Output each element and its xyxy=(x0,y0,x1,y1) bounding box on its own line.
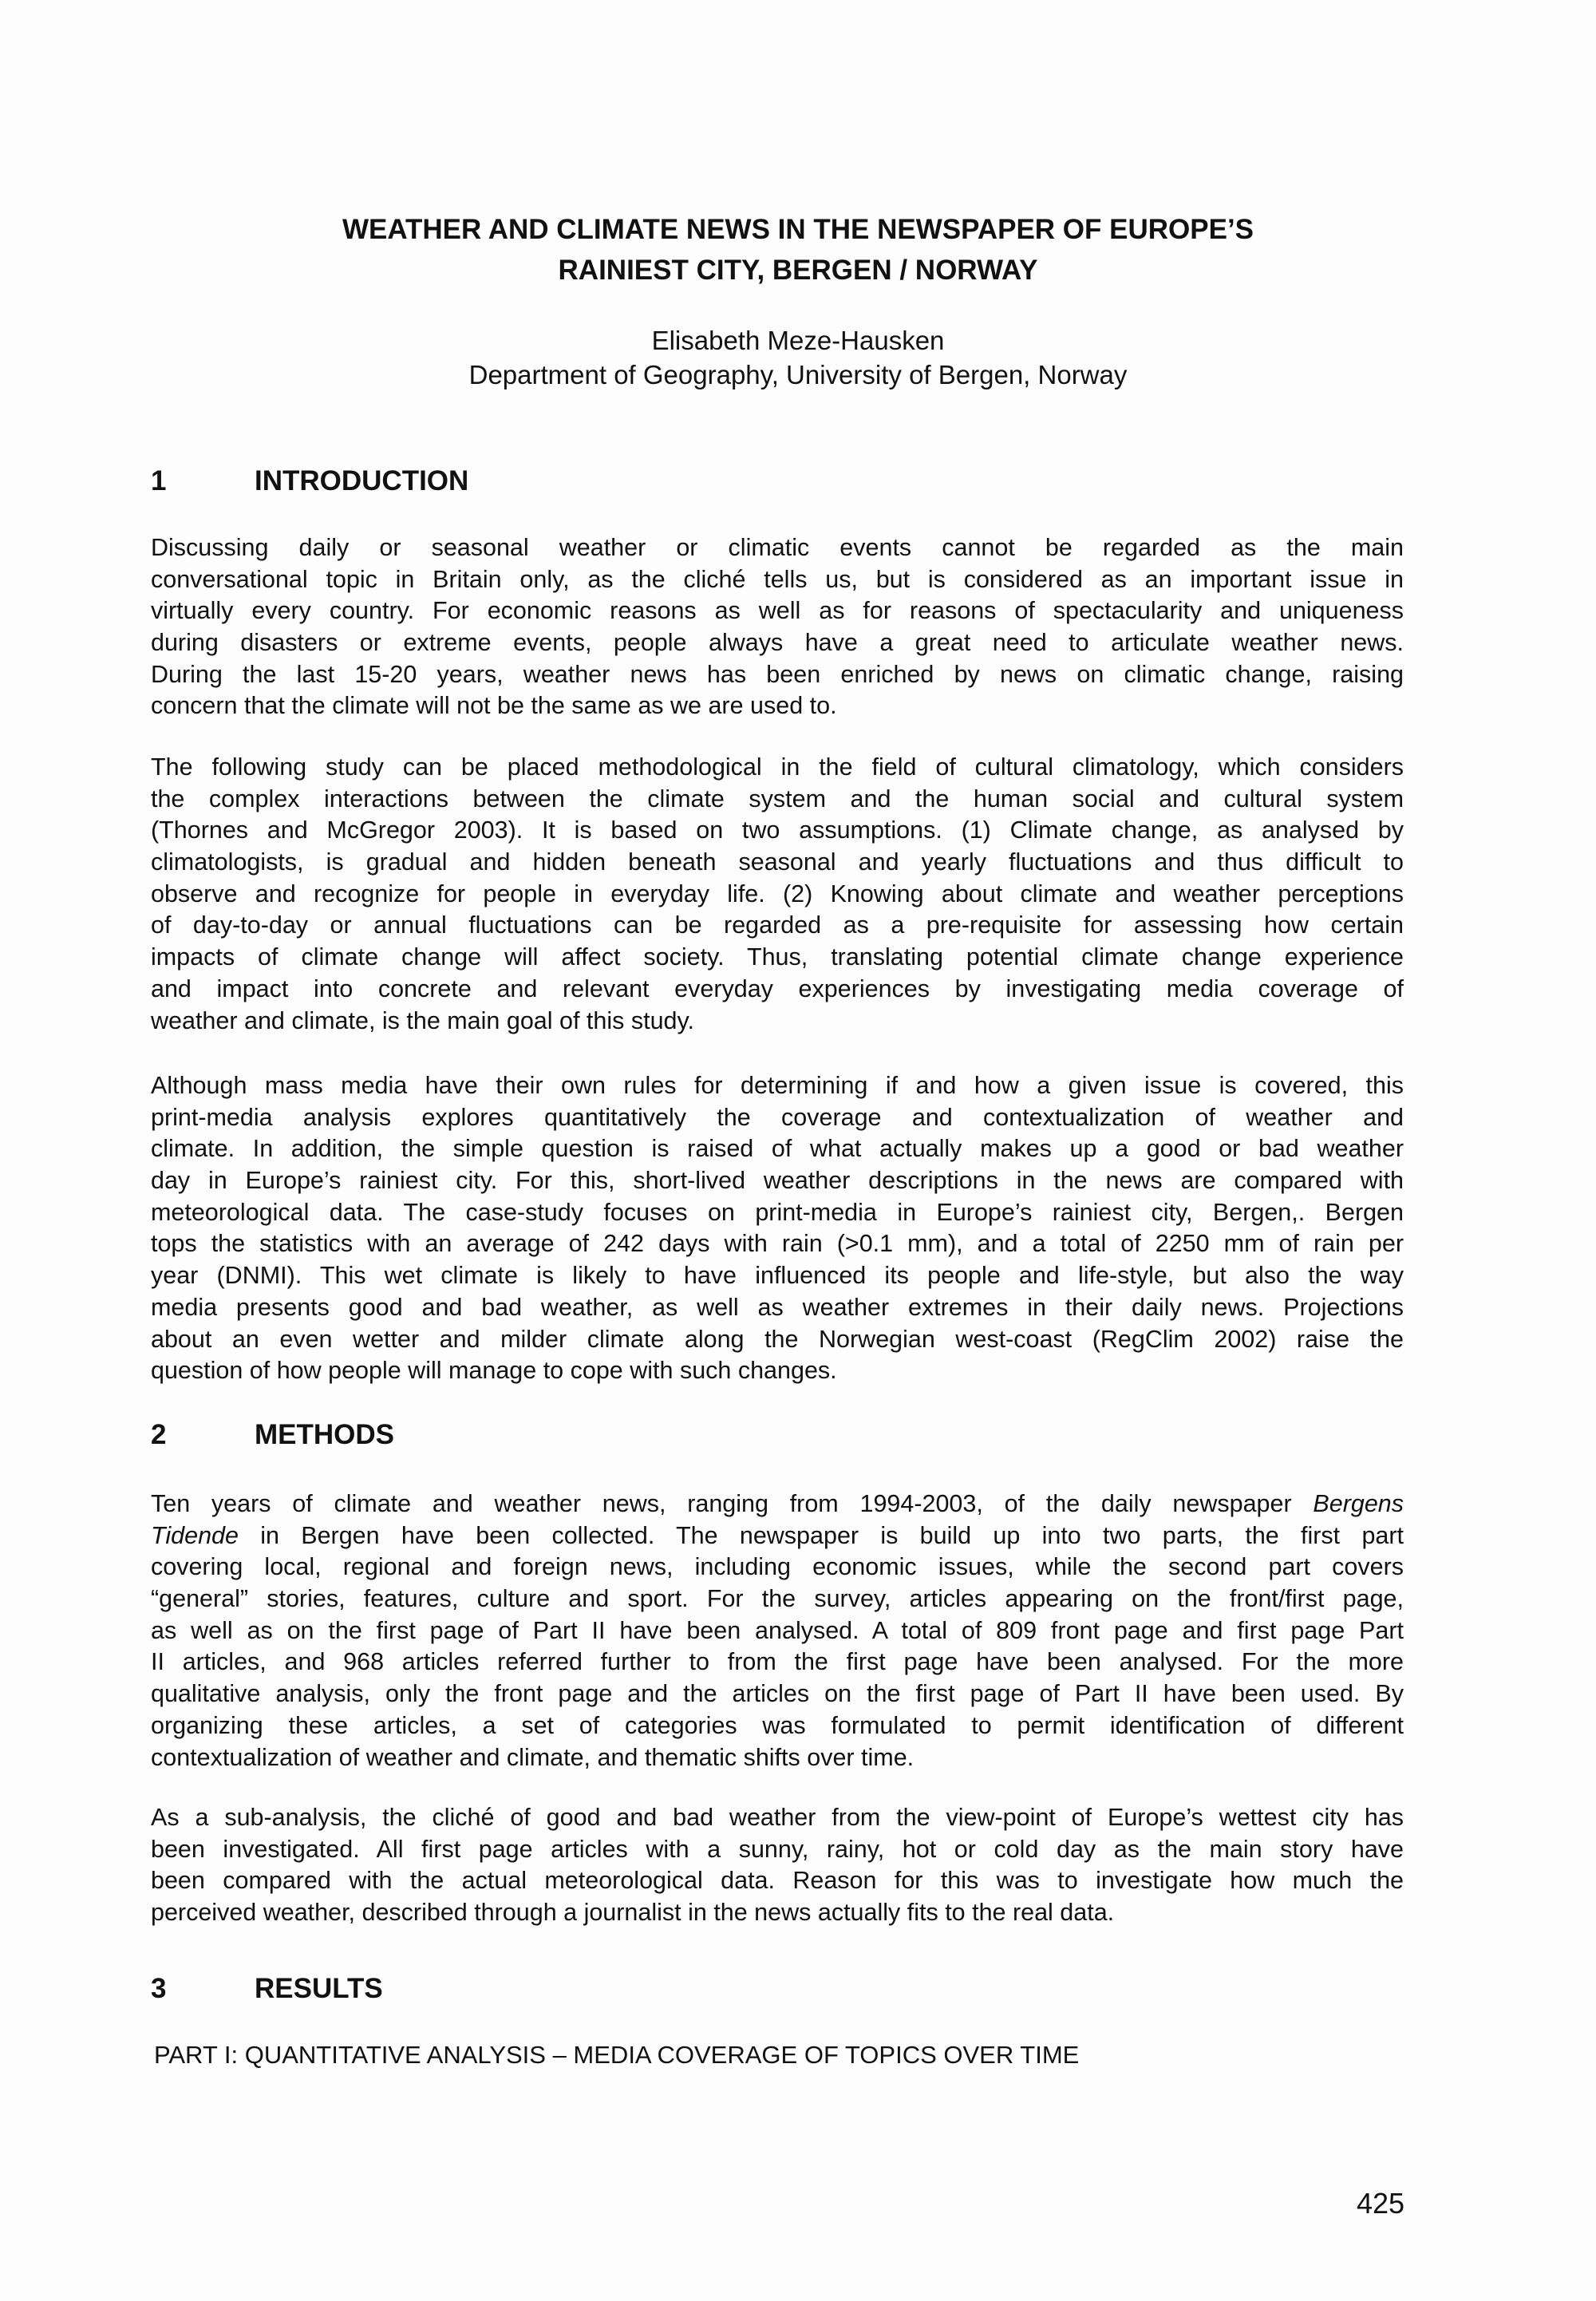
text-line xyxy=(151,1489,1404,1520)
text-line: been compared with the actual meteorological data. Reason for this was to investigate how much the xyxy=(151,1867,1404,1895)
text-line: during disasters or extreme events, people always have a great need to articulate weather news. xyxy=(151,629,1404,657)
author-affiliation: Department of Geography, University of Bergen, Norway xyxy=(468,360,1128,389)
text-line: qualitative analysis, only the front page and the articles on the first page of Part II have been used. By xyxy=(151,1680,1404,1708)
text-line: concern that the climate will not be the same as we are used to. xyxy=(151,692,837,720)
text-line: organizing these articles, a set of categories was formulated to permit identification of different xyxy=(151,1711,1404,1739)
section-heading-introduction xyxy=(151,465,468,497)
section-title: METHODS xyxy=(255,1419,394,1450)
methods-paragraph-2 xyxy=(151,1802,1404,1929)
section-number: 2 xyxy=(151,1419,167,1450)
text-line: contextualization of weather and climate, and thematic shifts over time. xyxy=(151,1743,915,1771)
text-segment: Ten years of climate and weather news, ranging from 1994-2003, of the daily newspaper xyxy=(151,1490,1314,1517)
intro-paragraph-1 xyxy=(151,532,1404,722)
text-line: (Thornes and McGregor 2003). It is based on two assumptions. (1) Climate change, as analysed by xyxy=(151,816,1404,844)
section-title: RESULTS xyxy=(255,1973,383,2004)
methods-paragraph-1 xyxy=(151,1489,1404,1773)
italic-text: Tidende xyxy=(151,1521,239,1549)
text-line: been investigated. All first page articles with a sunny, rainy, hot or cold day as the main story have xyxy=(151,1835,1404,1863)
text-line: year (DNMI). This wet climate is likely to have influenced its people and life-style, but also the way xyxy=(151,1262,1404,1290)
text-line: “general” stories, features, culture and sport. For the survey, articles appearing on the front/first page, xyxy=(151,1585,1404,1613)
text-segment: in Bergen have been collected. The newspaper is build up into two parts, the first part xyxy=(238,1521,1404,1549)
text-line: question of how people will manage to cope with such changes. xyxy=(151,1357,837,1385)
text-line: print-media analysis explores quantitatively the coverage and contextualization of weather and xyxy=(151,1103,1404,1131)
section-heading-methods xyxy=(151,1419,394,1451)
text-line: II articles, and 968 articles referred further to from the first page have been analysed. For the more xyxy=(151,1648,1404,1676)
intro-paragraph-2 xyxy=(151,752,1404,1037)
italic-text: Bergens xyxy=(1313,1490,1404,1517)
text-line: The following study can be placed methodological in the field of cultural climatology, which considers xyxy=(151,753,1404,781)
author-name: Elisabeth Meze-Hausken xyxy=(651,326,945,355)
text-line: perceived weather, described through a journalist in the news actually fits to the real data. xyxy=(151,1899,1115,1927)
title-line-1: WEATHER AND CLIMATE NEWS IN THE NEWSPAPER OF EUROPE’S xyxy=(342,214,1254,245)
text-line: climate. In addition, the simple question is raised of what actually makes up a good or bad weather xyxy=(151,1135,1404,1163)
text-line: As a sub-analysis, the cliché of good and bad weather from the view-point of Europe’s wettest city has xyxy=(151,1804,1404,1831)
results-subheading: PART I: QUANTITATIVE ANALYSIS – MEDIA COVERAGE OF TOPICS OVER TIME xyxy=(154,2041,1080,2069)
text-line: conversational topic in Britain only, as the cliché tells us, but is considered as an important issue in xyxy=(151,565,1404,593)
section-number: 3 xyxy=(151,1973,167,2004)
text-line: media presents good and bad weather, as well as weather extremes in their daily news. Projections xyxy=(151,1293,1404,1321)
section-title: INTRODUCTION xyxy=(255,465,469,496)
text-line: and impact into concrete and relevant everyday experiences by investigating media coverage of xyxy=(151,975,1404,1002)
text-line: impacts of climate change will affect society. Thus, translating potential climate change experience xyxy=(151,943,1404,971)
text-line: climatologists, is gradual and hidden beneath seasonal and yearly fluctuations and thus difficult to xyxy=(151,848,1404,876)
text-line xyxy=(151,1520,1404,1552)
text-line: covering local, regional and foreign news, including economic issues, while the second part covers xyxy=(151,1553,1404,1581)
text-line: meteorological data. The case-study focuses on print-media in Europe’s rainiest city, Bergen,. Bergen xyxy=(151,1198,1404,1226)
text-line: the complex interactions between the climate system and the human social and cultural system xyxy=(151,785,1404,812)
text-line: day in Europe’s rainiest city. For this, short-lived weather descriptions in the news are compared with xyxy=(151,1167,1404,1195)
text-line: about an even wetter and milder climate along the Norwegian west-coast (RegClim 2002) raise the xyxy=(151,1325,1404,1353)
paper-title xyxy=(0,209,1596,291)
text-line: of day-to-day or annual fluctuations can be regarded as a pre-requisite for assessing how certain xyxy=(151,911,1404,939)
section-heading-results xyxy=(151,1973,383,2005)
text-line: virtually every country. For economic reasons as well as for reasons of spectacularity and uniqueness xyxy=(151,597,1404,625)
text-line: as well as on the first page of Part II have been analysed. A total of 809 front page and first page Part xyxy=(151,1616,1404,1644)
text-line: During the last 15-20 years, weather news has been enriched by news on climatic change, raising xyxy=(151,660,1404,688)
title-line-2: RAINIEST CITY, BERGEN / NORWAY xyxy=(558,255,1038,286)
text-line: tops the statistics with an average of 242 days with rain (>0.1 mm), and a total of 2250 mm of rain per xyxy=(151,1230,1404,1258)
author-block xyxy=(0,323,1596,392)
text-line: Although mass media have their own rules for determining if and how a given issue is covered, this xyxy=(151,1072,1404,1099)
text-line: observe and recognize for people in everyday life. (2) Knowing about climate and weather perceptions xyxy=(151,880,1404,907)
section-number: 1 xyxy=(151,465,167,496)
page-number: 425 xyxy=(1357,2187,1405,2220)
intro-paragraph-3 xyxy=(151,1070,1404,1387)
text-line: Discussing daily or seasonal weather or climatic events cannot be regarded as the main xyxy=(151,534,1404,561)
text-line: weather and climate, is the main goal of this study. xyxy=(151,1006,694,1034)
